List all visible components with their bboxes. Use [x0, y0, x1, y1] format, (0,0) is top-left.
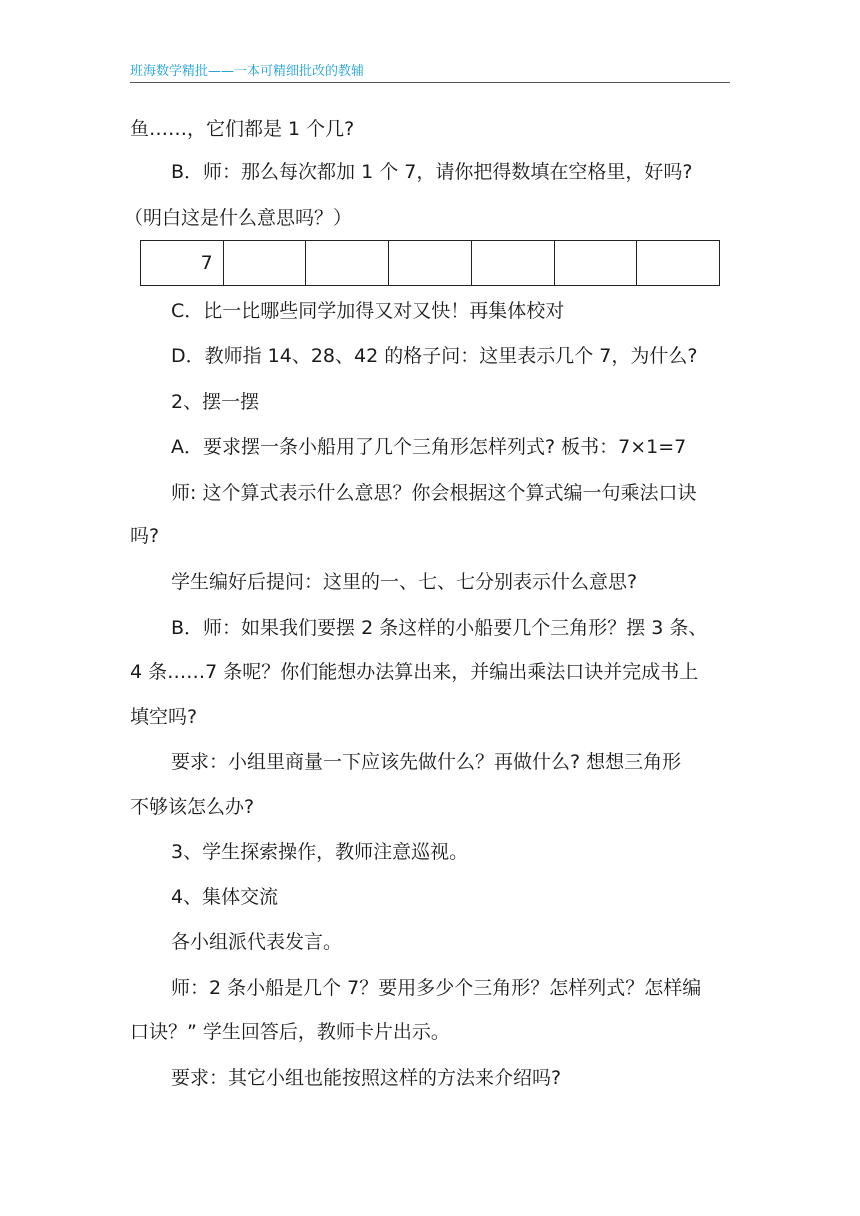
text-line: C．比一比哪些同学加得又对又快！再集体校对 [171, 300, 565, 322]
text-line: 不够该怎么办? [130, 796, 255, 818]
text-line: 口诀？” 学生回答后，教师卡片出示。 [130, 1021, 450, 1043]
text-line: A．要求摆一条小船用了几个三角形怎样列式? 板书：7×1=7 [171, 436, 687, 458]
text-line: 填空吗? [130, 706, 198, 728]
text-line: B．师：如果我们要摆 2 条这样的小船要几个三角形？摆 3 条、 [171, 617, 708, 639]
text-line: 4 条……7 条呢？你们能想办法算出来，并编出乘法口诀并完成书上 [130, 661, 699, 683]
text-line: 2、摆一摆 [171, 391, 260, 413]
grid-cell [223, 241, 306, 286]
text-line: 要求：其它小组也能按照这样的方法来介绍吗? [171, 1067, 562, 1089]
text-line: 学生编好后提问：这里的一、七、七分别表示什么意思? [171, 571, 638, 593]
text-line: B．师：那么每次都加 1 个 7，请你把得数填在空格里，好吗? [171, 161, 693, 183]
text-line: （明白这是什么意思吗？） [124, 207, 353, 229]
page-header: 班海数学精批——一本可精细批改的教辅 [130, 62, 730, 83]
text-line: 师：2 条小船是几个 7？要用多少个三角形？怎样列式？怎样编 [171, 977, 702, 999]
text-line: 师: 这个算式表示什么意思？你会根据这个算式编一句乘法口诀 [171, 482, 697, 504]
grid-cell: 7 [141, 241, 224, 286]
text-line: 吗? [130, 525, 160, 547]
number-grid [140, 240, 720, 286]
text-line: 3、学生探索操作，教师注意巡视。 [171, 841, 469, 863]
grid-cell [554, 241, 637, 286]
text-line: 鱼……，它们都是 1 个几? [130, 118, 355, 140]
grid-cell [471, 241, 554, 286]
grid-cell [306, 241, 389, 286]
text-line: 4、集体交流 [171, 886, 279, 908]
text-line: 要求：小组里商量一下应该先做什么？再做什么? 想想三角形 [171, 751, 682, 773]
grid-cell [637, 241, 720, 286]
text-line: D．教师指 14、28、42 的格子问：这里表示几个 7，为什么? [171, 345, 698, 367]
grid-cell [389, 241, 472, 286]
text-line: 各小组派代表发言。 [171, 931, 343, 953]
